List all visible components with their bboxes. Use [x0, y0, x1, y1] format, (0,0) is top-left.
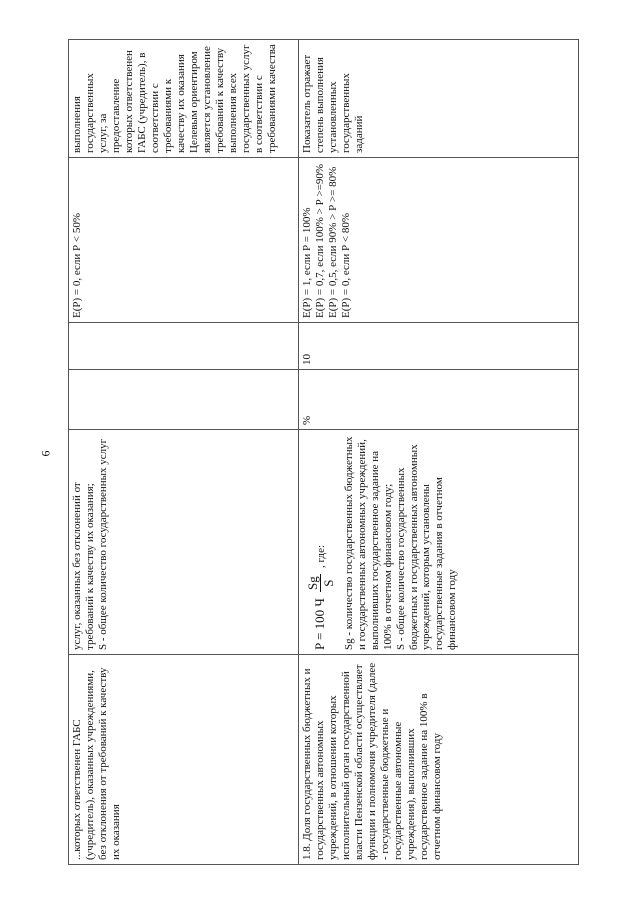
formula-numerator: Sg [305, 576, 320, 590]
unit-cell: % [299, 370, 579, 430]
formula-line: S - общее количество государственных бюджетных и государственных автономных учреждений, которым установлены государственные задания в отчетном финансовом году [394, 444, 459, 650]
formula [305, 434, 337, 650]
formula-line: услуг, оказанных без отклонений от требований к качеству их оказания; [71, 482, 96, 650]
formula-cell [69, 430, 299, 655]
comment-cell: Показатель отражает степень выполнения установленных государственных заданий [299, 40, 579, 158]
score-line: Е(Р) = 0,5, если 90% > Р >= 80% [326, 166, 339, 318]
table-row [299, 40, 579, 865]
indicator-name-cell: 1.8. Доля государственных бюджетных и государственных автономных учреждений, в отношении которых исполнительный орган государственной власти Пензенской области осуществляет функции и полномочия учредителя (далее - государственные бюджетные и государственные автономные учреждения), выполнивших государственное задание на 100% в отчетном финансовом году [299, 655, 579, 865]
page-number: 6 [38, 450, 53, 457]
score-line: Е(Р) = 0,7, если 100% > Р >=90% [313, 163, 326, 318]
weight-cell: 10 [299, 323, 579, 370]
score-cell [69, 158, 299, 323]
comment-cell: выполнения государственных услуг, за предоставление которых ответственен ГАБС (учредитель), в соответствии с требованиями к качеству их оказания Целевым ориентиром является установление требований к качеству выполнения всех государственных услуг в соответствии с требованиями качества [69, 40, 299, 158]
formula-denominator: S [321, 579, 337, 587]
unit-cell [69, 370, 299, 430]
formula-where: , где: [314, 544, 327, 568]
table-row [69, 40, 299, 865]
indicators-table [68, 39, 579, 865]
rotated-table-page [68, 40, 572, 865]
formula-cell [299, 430, 579, 655]
score-line: Е(Р) = 0, если Р < 50% [71, 212, 83, 318]
formula-main: P = 100 Ч [311, 598, 327, 650]
score-cell [299, 158, 579, 323]
formula-line: S - общее количество государственных услуг [96, 438, 109, 650]
score-line: Е(Р) = 1, если Р = 100% [301, 207, 313, 318]
formula-fraction [305, 574, 337, 592]
score-line: Е(Р) = 0, если Р < 80% [339, 212, 352, 318]
indicator-name-cell: ...которых ответственен ГАБС (учредитель), оказанных учреждениями, без отклонения от требований к качеству их оказания [69, 655, 299, 865]
weight-cell [69, 323, 299, 370]
formula-line: Sg - количество государственных бюджетных и государственных автономных учреждений, выполнивших государственное задание на 100% в отчетном финансовом году; [342, 436, 394, 650]
